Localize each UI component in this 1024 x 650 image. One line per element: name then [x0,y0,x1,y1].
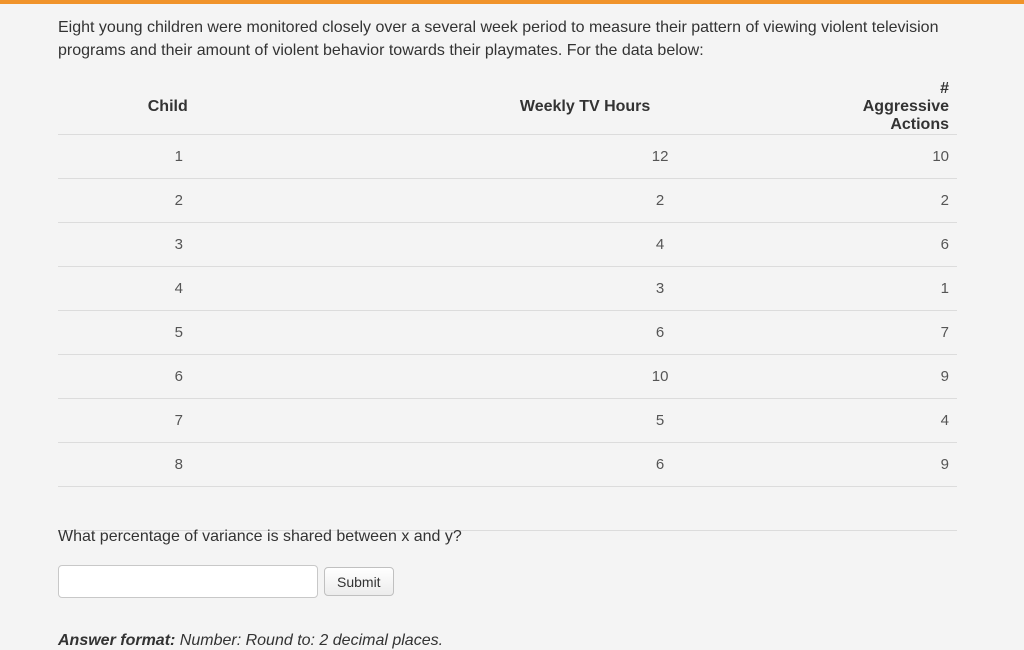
column-header-aggressive-actions: # Aggressive Actions [863,80,957,135]
column-header-child: Child [58,80,307,135]
cell-child: 7 [58,399,307,443]
cell-tv-hours: 4 [307,223,862,267]
cell-aggressive-actions: 6 [863,223,957,267]
table-row [58,355,957,399]
cell-tv-hours: 3 [307,267,862,311]
cell-aggressive-actions: 1 [863,267,957,311]
table-row [58,135,957,179]
table-row [58,223,957,267]
table-row [58,399,957,443]
spacer-cell [863,487,957,531]
answer-input[interactable] [58,565,318,598]
table-spacer-row [58,487,957,531]
answer-format-text: Number: Round to: 2 decimal places. [175,632,444,649]
cell-aggressive-actions: 9 [863,355,957,399]
cell-aggressive-actions: 2 [863,179,957,223]
data-table [58,80,957,531]
cell-aggressive-actions: 4 [863,399,957,443]
top-accent-bar [0,0,1024,4]
cell-tv-hours: 6 [307,311,862,355]
answer-format-note [58,632,443,650]
table-row [58,443,957,487]
table-header-row [58,80,957,135]
cell-child: 2 [58,179,307,223]
cell-tv-hours: 5 [307,399,862,443]
submit-button[interactable]: Submit [324,567,394,596]
answer-row [58,565,394,598]
cell-aggressive-actions: 9 [863,443,957,487]
answer-format-label: Answer format: [58,632,176,649]
table-row [58,311,957,355]
cell-child: 8 [58,443,307,487]
cell-aggressive-actions: 7 [863,311,957,355]
cell-child: 5 [58,311,307,355]
cell-child: 4 [58,267,307,311]
cell-aggressive-actions: 10 [863,135,957,179]
cell-child: 6 [58,355,307,399]
problem-intro: Eight young children were monitored closely over a several week period to measure their pattern of viewing violent television programs and their amount of violent behavior towards their playmates. For the data below: [58,19,939,59]
cell-tv-hours: 12 [307,135,862,179]
table-row [58,179,957,223]
cell-tv-hours: 6 [307,443,862,487]
question-text: What percentage of variance is shared between x and y? [58,528,462,545]
cell-tv-hours: 2 [307,179,862,223]
spacer-cell [307,487,862,531]
table-row [58,267,957,311]
cell-child: 3 [58,223,307,267]
cell-tv-hours: 10 [307,355,862,399]
cell-child: 1 [58,135,307,179]
spacer-cell [58,487,307,531]
column-header-tv-hours: Weekly TV Hours [307,80,862,135]
question-panel [58,16,957,649]
